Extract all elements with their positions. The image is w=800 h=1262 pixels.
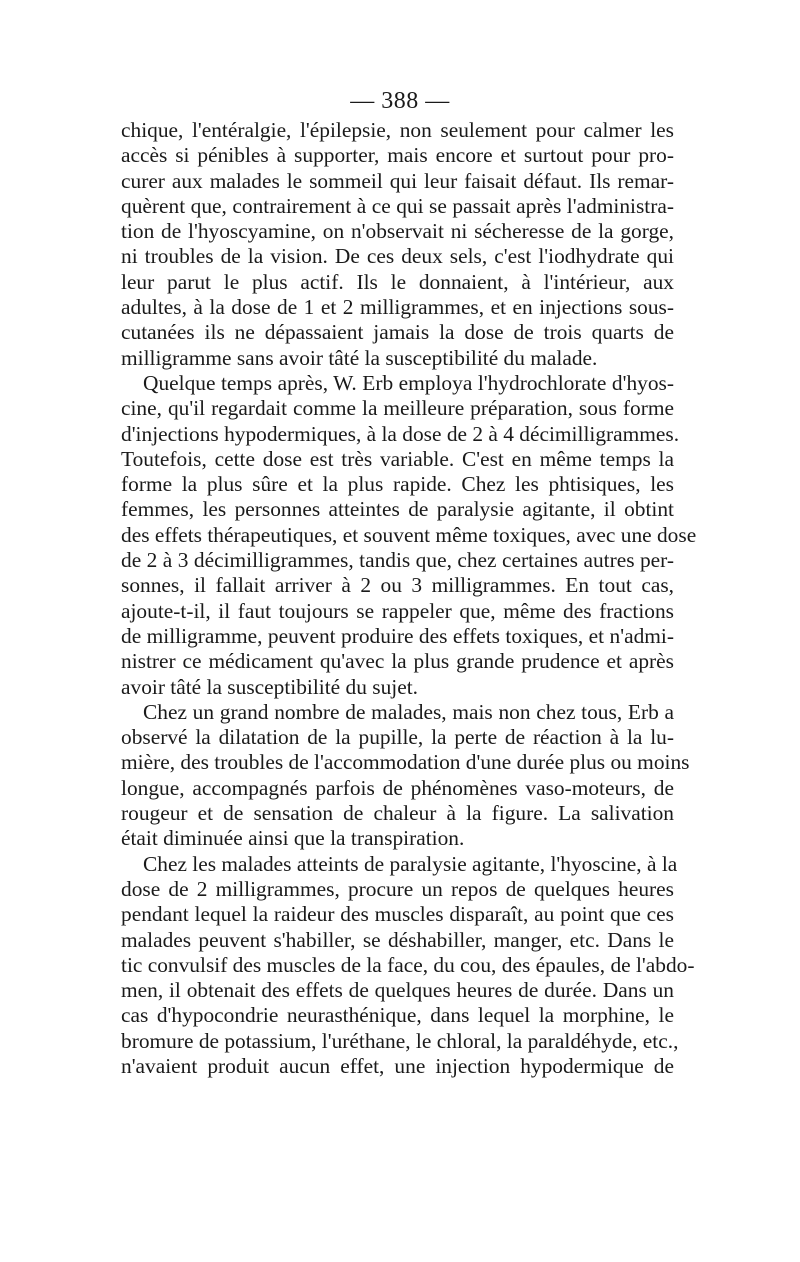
text-line: leur parut le plus actif. Ils le donnaient, à l'intérieur, aux <box>121 269 674 294</box>
text-line: pendant lequel la raideur des muscles disparaît, au point que ces <box>121 902 674 927</box>
text-line: des effets thérapeutiques, et souvent même toxiques, avec une dose <box>121 522 697 547</box>
text-line: sonnes, il fallait arriver à 2 ou 3 milligrammes. En tout cas, <box>121 573 674 598</box>
text-line: rougeur et de sensation de chaleur à la figure. La salivation <box>121 801 674 826</box>
text-line: femmes, les personnes atteintes de paralysie agitante, il obtint <box>121 497 674 522</box>
text-line: cine, qu'il regardait comme la meilleure préparation, sous forme <box>121 396 674 421</box>
text-line: malades peuvent s'habiller, se déshabiller, manger, etc. Dans le <box>121 927 674 952</box>
page-number: — 388 — <box>350 88 450 114</box>
text-line: curer aux malades le sommeil qui leur faisait défaut. Ils remar- <box>121 168 674 193</box>
text-line: était diminuée ainsi que la transpiration. <box>121 826 465 851</box>
paragraph-1 <box>121 118 674 371</box>
text-line: cas d'hypocondrie neurasthénique, dans lequel la morphine, le <box>121 1003 674 1028</box>
text-line: forme la plus sûre et la plus rapide. Chez les phtisiques, les <box>121 472 674 497</box>
text-line: avoir tâté la susceptibilité du sujet. <box>121 674 419 699</box>
text-line: de milligramme, peuvent produire des effets toxiques, et n'admi- <box>121 623 674 648</box>
text-line: n'avaient produit aucun effet, une injection hypodermique de <box>121 1053 674 1078</box>
paragraph-4 <box>121 851 695 1080</box>
text-line: quèrent que, contrairement à ce qui se passait après l'administra- <box>121 193 674 218</box>
text-line: Chez un grand nombre de malades, mais non chez tous, Erb a <box>143 699 674 724</box>
paragraph-2 <box>121 370 697 700</box>
text-line: tic convulsif des muscles de la face, du cou, des épaules, de l'abdo- <box>121 952 695 977</box>
text-line: Toutefois, cette dose est très variable. C'est en même temps la <box>121 446 674 471</box>
paragraph-3 <box>121 699 690 852</box>
text-line: chique, l'entéralgie, l'épilepsie, non seulement pour calmer les <box>121 118 674 142</box>
text-line: Chez les malades atteints de paralysie agitante, l'hyoscine, à la <box>143 851 678 876</box>
text-line: longue, accompagnés parfois de phénomènes vaso-moteurs, de <box>121 775 674 800</box>
text-line: de 2 à 3 décimilligrammes, tandis que, chez certaines autres per- <box>121 548 674 573</box>
text-line: mière, des troubles de l'accommodation d'une durée plus ou moins <box>121 750 690 775</box>
text-line: men, il obtenait des effets de quelques heures de durée. Dans un <box>121 978 674 1003</box>
text-line: milligramme sans avoir tâté la susceptibilité du malade. <box>121 345 598 370</box>
text-line: cutanées ils ne dépassaient jamais la dose de trois quarts de <box>121 320 674 345</box>
text-line: bromure de potassium, l'uréthane, le chloral, la paraldéhyde, etc., <box>121 1028 679 1053</box>
text-line: nistrer ce médicament qu'avec la plus grande prudence et après <box>121 649 674 674</box>
text-line: dose de 2 milligrammes, procure un repos de quelques heures <box>121 876 674 901</box>
text-line: Quelque temps après, W. Erb employa l'hydrochlorate d'hyos- <box>143 370 674 395</box>
text-line: accès si pénibles à supporter, mais encore et surtout pour pro- <box>121 143 674 168</box>
text-line: tion de l'hyoscyamine, on n'observait ni sécheresse de la gorge, <box>121 219 674 244</box>
text-line: observé la dilatation de la pupille, la perte de réaction à la lu- <box>121 725 674 750</box>
text-line: adultes, à la dose de 1 et 2 milligrammes, et en injections sous- <box>121 295 674 320</box>
text-line: ni troubles de la vision. De ces deux sels, c'est l'iodhydrate qui <box>121 244 674 269</box>
text-line: d'injections hypodermiques, à la dose de 2 à 4 décimilligrammes. <box>121 421 680 446</box>
body-text <box>121 118 697 1079</box>
text-line: ajoute-t-il, il faut toujours se rappeler que, même des fractions <box>121 598 674 623</box>
